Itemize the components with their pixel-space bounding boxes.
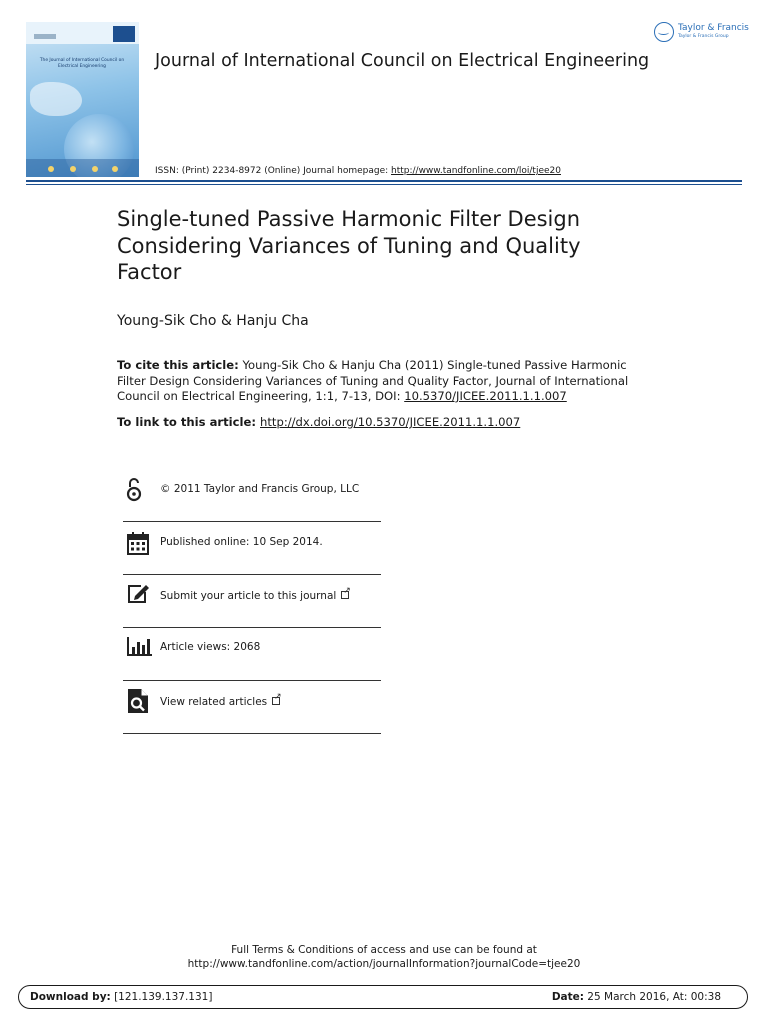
article-authors: Young-Sik Cho & Hanju Cha bbox=[117, 313, 309, 329]
terms-line-1: Full Terms & Conditions of access and use can be found at bbox=[231, 944, 537, 956]
download-info-bar bbox=[18, 985, 748, 1009]
open-access-icon bbox=[126, 477, 142, 503]
tf-logo-icon bbox=[654, 22, 674, 42]
divider bbox=[123, 733, 381, 734]
issn-line bbox=[155, 166, 561, 176]
copyright-row bbox=[123, 470, 381, 522]
link-label: To link to this article: bbox=[117, 415, 261, 429]
view-related-link[interactable] bbox=[160, 696, 280, 708]
article-views-text: Article views: 2068 bbox=[160, 641, 261, 653]
article-doi-link[interactable]: http://dx.doi.org/10.5370/JICEE.2011.1.1.007 bbox=[260, 415, 521, 429]
related-row[interactable] bbox=[123, 682, 381, 734]
external-link-icon bbox=[341, 591, 349, 599]
divider bbox=[123, 627, 381, 628]
related-articles-icon bbox=[127, 688, 149, 714]
submit-row[interactable] bbox=[123, 576, 381, 628]
journal-cover bbox=[26, 22, 139, 177]
journal-homepage-link[interactable]: http://www.tandfonline.com/loi/tjee20 bbox=[391, 166, 561, 176]
article-link-line bbox=[117, 415, 520, 429]
cite-label: To cite this article: bbox=[117, 358, 239, 372]
cite-doi-link[interactable]: 10.5370/JICEE.2011.1.1.007 bbox=[404, 389, 567, 403]
cover-hand-graphic bbox=[30, 82, 82, 116]
date-label: Date: bbox=[551, 991, 584, 1003]
header-rule bbox=[26, 180, 742, 182]
cover-footer bbox=[26, 159, 139, 177]
related-text: View related articles bbox=[160, 696, 268, 708]
divider bbox=[123, 680, 381, 681]
bar-chart-icon bbox=[127, 636, 153, 656]
published-row bbox=[123, 523, 381, 575]
divider bbox=[123, 574, 381, 575]
terms-url-link[interactable]: http://www.tandfonline.com/action/journalInformation?journalCode=tjee20 bbox=[187, 958, 581, 970]
date-value: 25 March 2016, At: 00:38 bbox=[583, 991, 721, 1003]
tf-logo-subname: Taylor & Francis Group bbox=[678, 34, 729, 39]
download-date bbox=[552, 991, 721, 1003]
external-link-icon bbox=[272, 697, 280, 705]
cover-title: The Journal of International Council on Electrical Engineering bbox=[39, 58, 125, 69]
download-ip: [121.139.137.131] bbox=[110, 991, 213, 1003]
tf-logo-name: Taylor & Francis bbox=[678, 23, 749, 33]
cite-text: Young-Sik Cho & Hanju Cha (2011) Single-tuned Passive Harmonic Filter Design Considering Variances of Tuning and Quality Factor, Journal of International Council on Electrical Engineering, 1:1, 7-13, DOI: bbox=[117, 358, 629, 403]
header-rule-thin bbox=[26, 184, 742, 185]
calendar-icon bbox=[127, 531, 149, 555]
terms-notice bbox=[0, 943, 768, 971]
cover-tag bbox=[34, 34, 56, 39]
download-label: Download by: bbox=[30, 991, 111, 1003]
journal-title: Journal of International Council on Electrical Engineering bbox=[155, 51, 650, 71]
edit-icon bbox=[127, 582, 151, 604]
copyright-text: © 2011 Taylor and Francis Group, LLC bbox=[160, 483, 360, 495]
cover-volume-box bbox=[113, 26, 135, 42]
issn-text: ISSN: (Print) 2234-8972 (Online) Journal homepage: bbox=[155, 166, 391, 176]
citation-block bbox=[117, 358, 657, 405]
published-text: Published online: 10 Sep 2014. bbox=[160, 536, 323, 548]
divider bbox=[123, 521, 381, 522]
submit-article-link[interactable] bbox=[160, 590, 349, 602]
download-by bbox=[30, 991, 212, 1003]
article-title: Single-tuned Passive Harmonic Filter Design Considering Variances of Tuning and Quality Factor bbox=[117, 207, 581, 284]
views-row bbox=[123, 629, 381, 681]
submit-text: Submit your article to this journal bbox=[160, 590, 337, 602]
